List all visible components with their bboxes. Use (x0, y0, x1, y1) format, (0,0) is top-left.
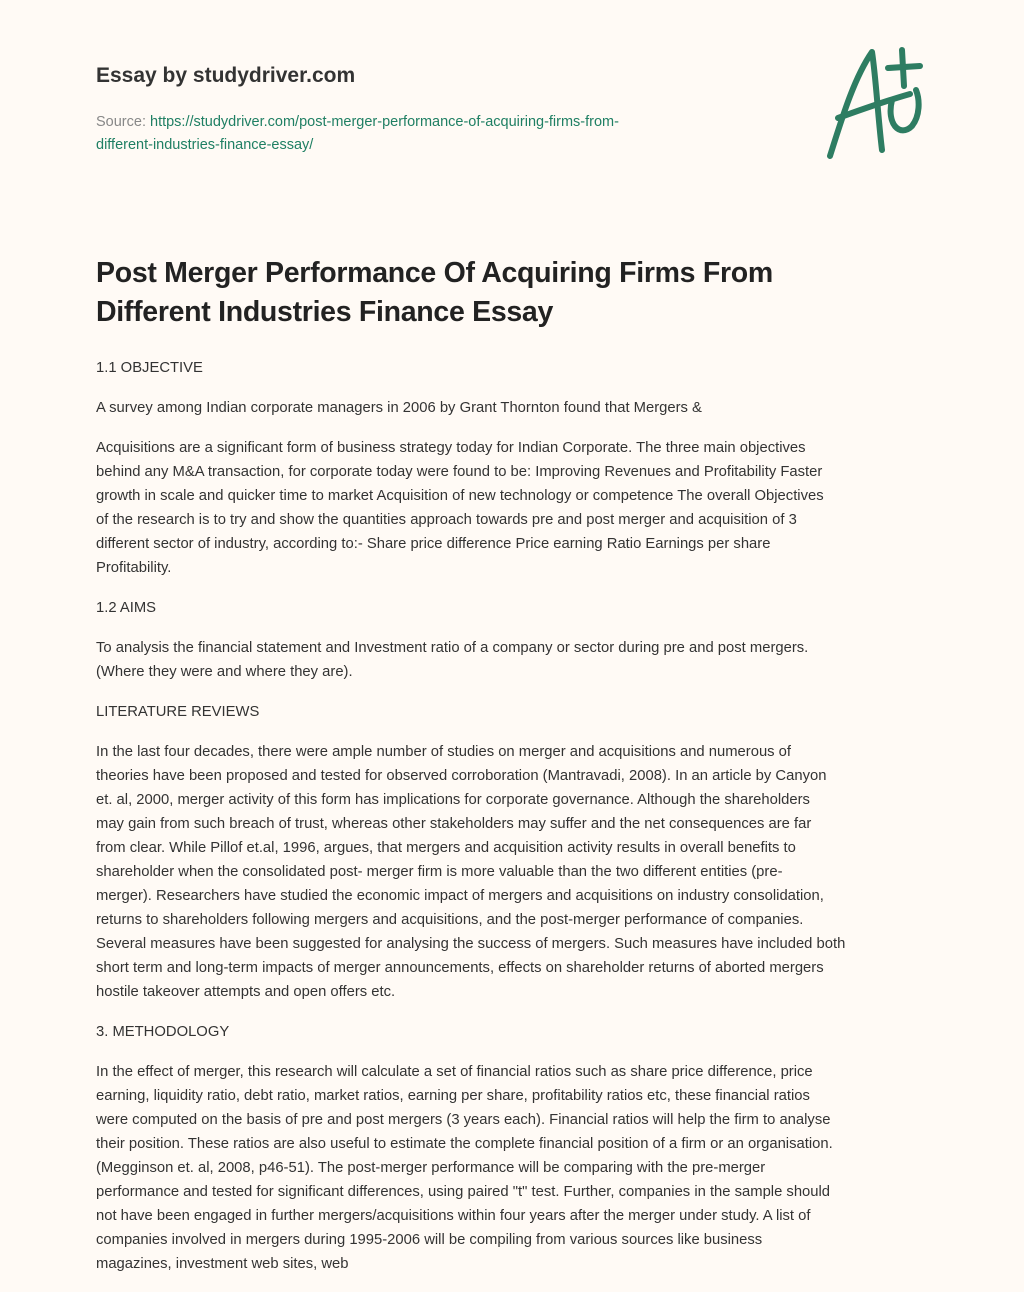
paragraph (96, 396, 946, 420)
text-line: et. al, 2000, merger activity of this form has implications for corporate governance. Although the shareholders (96, 792, 810, 808)
text-line: LITERATURE REVIEWS (96, 704, 260, 720)
text-line: may gain from such breach of trust, whereas other stakeholders may suffer and the net consequences are far (96, 816, 812, 832)
text-line: In the last four decades, there were ample number of studies on merger and acquisitions and numerous of (96, 744, 792, 760)
text-line: Several measures have been suggested for analysing the success of mergers. Such measures have included both (96, 936, 846, 952)
text-line: A survey among Indian corporate managers in 2006 by Grant Thornton found that Mergers & (96, 400, 702, 416)
text-line: (Where they were and where they are). (96, 664, 353, 680)
heading-literature-reviews (96, 700, 946, 724)
text-line: short term and long-term impacts of merger announcements, effects on shareholder returns of aborted mergers (96, 960, 824, 976)
text-line: their position. These ratios are also useful to estimate the complete financial position of a firm or an organisation. (96, 1136, 833, 1152)
text-line: shareholder when the consolidated post- merger firm is more valuable than the two different entities (pre- (96, 864, 783, 880)
text-line: merger). Researchers have studied the economic impact of mergers and acquisitions on industry consolidation, (96, 888, 824, 904)
heading-objective (96, 356, 946, 380)
source-citation (96, 111, 619, 157)
text-line: magazines, investment web sites, web (96, 1256, 349, 1272)
text-line: earning, liquidity ratio, debt ratio, market ratios, earning per share, profitability ratios etc, these financial ratios (96, 1088, 810, 1104)
essay-body (96, 356, 946, 1292)
text-line: behind any M&A transaction, for corporate today were found to be: Improving Revenues and Profitability Faster (96, 464, 823, 480)
text-line: 1.1 OBJECTIVE (96, 360, 203, 376)
text-line: different sector of industry, according to:- Share price difference Price earning Ratio Earnings per share (96, 536, 771, 552)
text-line: To analysis the financial statement and Investment ratio of a company or sector during pre and post mergers. (96, 640, 809, 656)
paragraph (96, 1060, 946, 1276)
text-line: In the effect of merger, this research will calculate a set of financial ratios such as share price difference, price (96, 1064, 813, 1080)
text-line: (Megginson et. al, 2008, p46-51). The post-merger performance will be comparing with the pre-merger (96, 1160, 766, 1176)
site-brand: Essay by studydriver.com (96, 64, 356, 87)
text-line: not have been engaged in further mergers/acquisitions within four years after the merger under study. A list of (96, 1208, 811, 1224)
text-line: theories have been proposed and tested for observed corroboration (Mantravadi, 2008). In an article by Canyon (96, 768, 827, 784)
text-line: Acquisitions are a significant form of business strategy today for Indian Corporate. The three main objectives (96, 440, 806, 456)
heading-methodology (96, 1020, 946, 1044)
text-line: performance and tested for significant differences, using paired "t" test. Further, companies in the sample should (96, 1184, 831, 1200)
essay-title: Post Merger Performance Of Acquiring Firms From Different Industries Finance Essay (96, 257, 773, 328)
text-line: from clear. While Pillof et.al, 1996, argues, that mergers and acquisition activity results in overall benefits to (96, 840, 796, 856)
a-plus-logo-icon (820, 38, 930, 168)
paragraph (96, 436, 946, 580)
text-line: 1.2 AIMS (96, 600, 157, 616)
text-line: returns to shareholders following mergers and acquisitions, and the post-merger performance of companies. (96, 912, 804, 928)
text-line: companies involved in mergers during 1995-2006 will be compiling from various sources like business (96, 1232, 763, 1248)
text-line: growth in scale and quicker time to market Acquisition of new technology or competence The overall Objectives (96, 488, 824, 504)
text-line: 3. METHODOLOGY (96, 1024, 230, 1040)
source-link[interactable]: https://studydriver.com/post-merger-performance-of-acquiring-firms-from- different-industries-finance-essay/ (96, 114, 619, 153)
text-line: Profitability. (96, 560, 172, 576)
text-line: of the research is to try and show the quantities approach towards pre and post merger and acquisition of 3 (96, 512, 797, 528)
paragraph (96, 636, 946, 684)
text-line: were computed on the basis of pre and post mergers (3 years each). Financial ratios will help the firm to analyse (96, 1112, 831, 1128)
paragraph (96, 740, 946, 1004)
heading-aims (96, 596, 946, 620)
text-line: hostile takeover attempts and open offers etc. (96, 984, 396, 1000)
source-label: Source: (96, 114, 150, 130)
